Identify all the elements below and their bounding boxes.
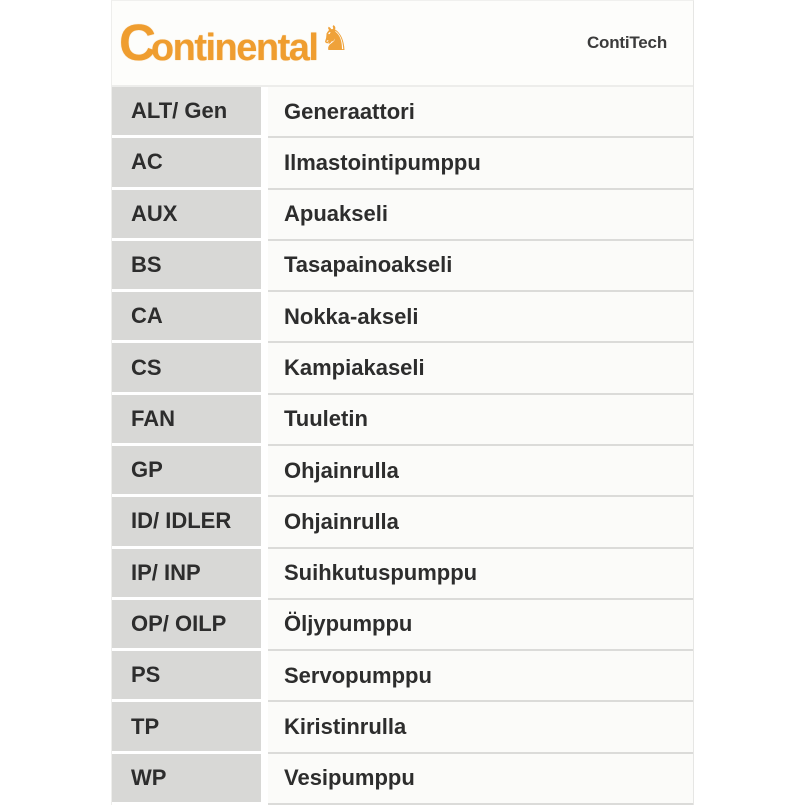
abbr-cell [112, 549, 261, 600]
column-gap [261, 446, 268, 497]
brand-header [112, 1, 693, 87]
term-text: Servopumppu [284, 662, 432, 688]
column-gap [261, 190, 268, 241]
term-text: Suihkutuspumppu [284, 560, 478, 586]
term-cell [268, 600, 693, 651]
abbr-text: GP [131, 457, 163, 483]
column-gap [261, 497, 268, 548]
continental-wordmark: Continental [119, 14, 318, 72]
abbr-cell [112, 138, 261, 189]
abbr-text: AC [131, 149, 163, 175]
term-text: Nokka-akseli [284, 303, 419, 329]
table-row [112, 600, 693, 651]
term-text: Tasapainoakseli [284, 252, 453, 278]
term-text: Kiristinrulla [284, 714, 407, 740]
table-row [112, 87, 693, 138]
table-row [112, 702, 693, 753]
abbr-cell [112, 754, 261, 805]
column-gap [261, 87, 268, 138]
term-cell [268, 497, 693, 548]
term-cell [268, 395, 693, 446]
term-cell [268, 702, 693, 753]
column-gap [261, 600, 268, 651]
table-row [112, 549, 693, 600]
table-row [112, 343, 693, 394]
term-text: Kampiakaseli [284, 355, 425, 381]
abbreviation-legend-table [112, 87, 693, 805]
term-text: Vesipumppu [284, 765, 415, 791]
column-gap [261, 395, 268, 446]
abbr-cell [112, 190, 261, 241]
abbr-text: ALT/ Gen [131, 98, 228, 124]
term-cell [268, 292, 693, 343]
term-cell [268, 241, 693, 292]
table-row [112, 754, 693, 805]
term-cell [268, 549, 693, 600]
term-text: Ohjainrulla [284, 508, 399, 534]
column-gap [261, 549, 268, 600]
table-row [112, 292, 693, 343]
term-cell [268, 138, 693, 189]
contitech-logo: ContiTech [586, 33, 667, 52]
abbr-text: AUX [131, 200, 178, 226]
term-text: Apuakseli [284, 201, 388, 227]
abbr-text: PS [131, 662, 161, 688]
abbr-text: BS [131, 251, 162, 277]
table-row [112, 395, 693, 446]
abbr-text: CA [131, 303, 163, 329]
abbr-cell [112, 651, 261, 702]
term-text: Tuuletin [284, 406, 368, 432]
column-gap [261, 138, 268, 189]
abbr-text: OP/ OILP [131, 610, 227, 636]
abbr-cell [112, 702, 261, 753]
column-gap [261, 754, 268, 805]
column-gap [261, 651, 268, 702]
abbr-text: WP [131, 764, 167, 790]
table-row [112, 190, 693, 241]
abbr-cell [112, 87, 261, 138]
abbr-text: FAN [131, 405, 175, 431]
term-text: Generaattori [284, 98, 415, 124]
abbr-cell [112, 600, 261, 651]
abbr-cell [112, 497, 261, 548]
term-text: Öljypumppu [284, 611, 413, 637]
abbr-cell [112, 292, 261, 343]
term-cell [268, 446, 693, 497]
abbr-cell [112, 395, 261, 446]
abbr-text: CS [131, 354, 162, 380]
term-cell [268, 651, 693, 702]
term-text: Ohjainrulla [284, 457, 399, 483]
table-row [112, 138, 693, 189]
column-gap [261, 702, 268, 753]
term-cell [268, 754, 693, 805]
abbr-text: ID/ IDLER [131, 508, 232, 534]
column-gap [261, 241, 268, 292]
term-cell [268, 190, 693, 241]
abbr-text: IP/ INP [131, 559, 201, 585]
term-text: Ilmastointipumppu [284, 149, 481, 175]
term-cell [268, 87, 693, 138]
document-sheet [111, 0, 694, 805]
continental-logo [112, 14, 350, 72]
term-cell [268, 343, 693, 394]
rearing-horse-icon: ♞ [319, 19, 350, 58]
column-gap [261, 292, 268, 343]
abbr-cell [112, 241, 261, 292]
table-row [112, 497, 693, 548]
table-row [112, 241, 693, 292]
abbr-text: TP [131, 713, 160, 739]
abbr-cell [112, 343, 261, 394]
table-row [112, 651, 693, 702]
abbr-cell [112, 446, 261, 497]
table-row [112, 446, 693, 497]
column-gap [261, 343, 268, 394]
